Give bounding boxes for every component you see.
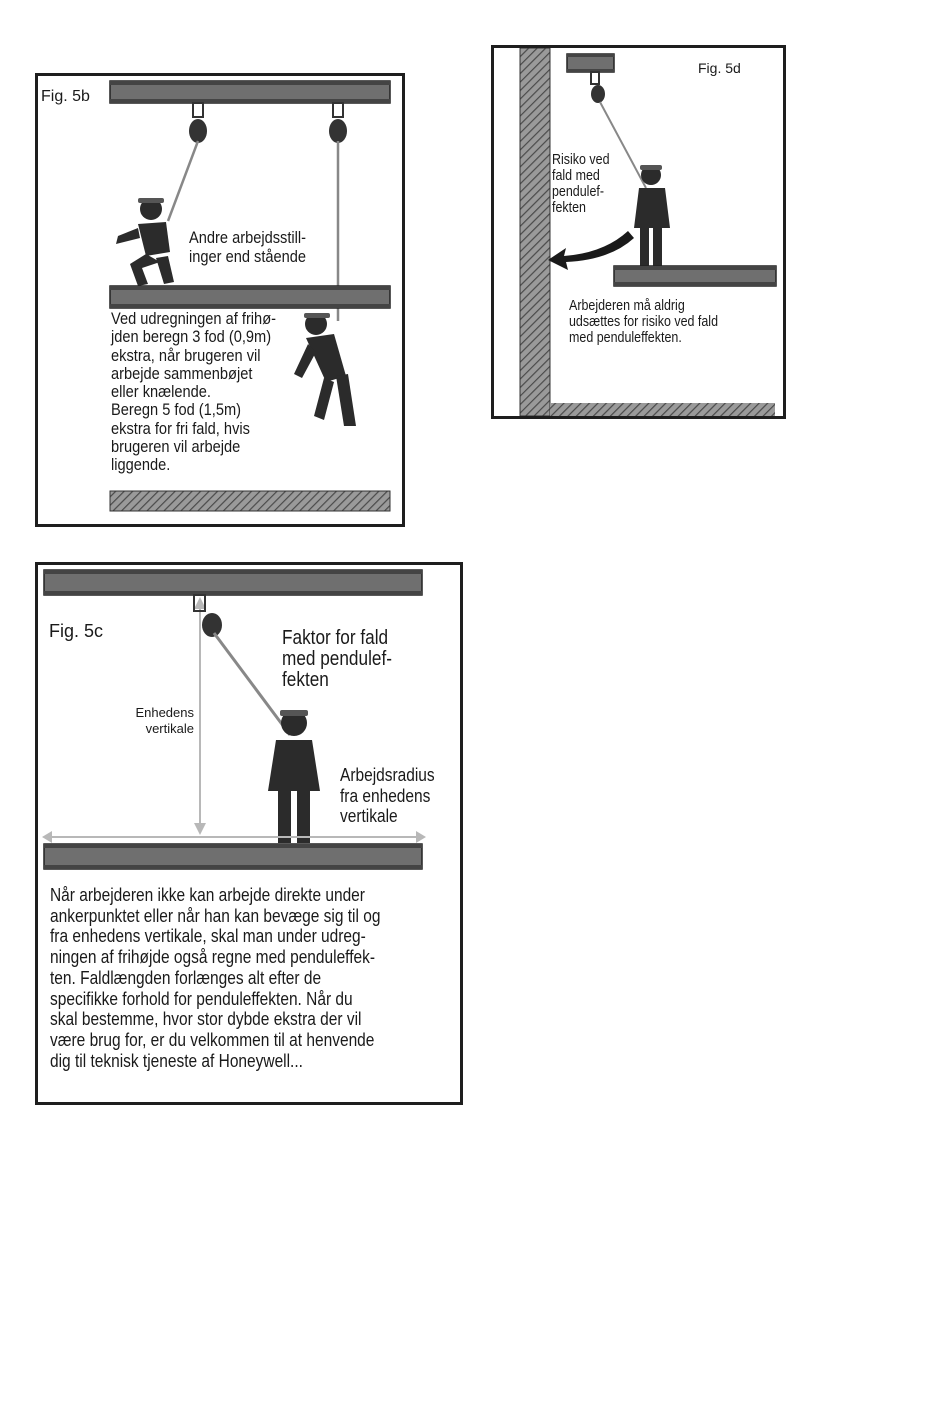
figure-5c-panel: [35, 562, 463, 1105]
wall-hatch: [520, 48, 550, 416]
suspended-worker-icon: [294, 313, 356, 426]
lifeline: [214, 633, 290, 735]
risk-caption: Risiko ved fald med pendulef- fekten: [552, 152, 610, 216]
figure-5d-panel: [491, 45, 786, 419]
crouching-worker-icon: [116, 198, 174, 286]
self-retracting-device-icon: [591, 72, 605, 103]
standing-worker-icon: [634, 165, 670, 268]
self-retracting-device-icon: [329, 103, 347, 143]
lifeline: [168, 141, 198, 221]
warning-caption: Arbejderen må aldrig udsættes for risiko ved fald med penduleffekten.: [569, 298, 719, 346]
figure-label: Fig. 5b: [41, 88, 90, 105]
posture-caption: Andre arbejdsstill- inger end stående: [189, 228, 307, 266]
standing-worker-icon: [268, 710, 320, 843]
vertical-caption: Enhedens vertikale: [135, 705, 194, 736]
ground-hatch: [550, 403, 775, 416]
clearance-instructions: Ved udregningen af frihø- jden beregn 3 fod (0,9m) ekstra, når brugeren vil arbejde sammenbøjet eller knælende. Beregn 5 fod (1,5m) ekstra for fri fald, hvis brugeren vil arbejde liggende.: [111, 309, 276, 475]
figure-5d-illustration: [494, 48, 783, 416]
ground-hatch: [110, 491, 390, 511]
anchor-beam: [110, 81, 390, 103]
anchor-beam: [44, 570, 422, 595]
pendulum-factor-caption: Faktor for fald med pendulef- fekten: [282, 627, 392, 691]
figure-label: Fig. 5c: [49, 621, 104, 641]
device-vertical-arrow: [194, 597, 206, 835]
pendulum-instructions: Når arbejderen ikke kan arbejde direkte under ankerpunktet eller når han kan bevæge sig til og fra enhedens vertikale, skal man under udreg- ningen af frihøjde også regne med penduleffek- ten. Faldlængden forlænges alt efter de specifikke forhold for penduleffekten. Når du skal bestemme, hvor stor dybde ekstra der vil være brug for, er du velkommen til at henvende dig til teknisk tjeneste af Honeywell...: [50, 885, 381, 1071]
working-radius-arrow: [42, 831, 426, 843]
anchor-beam: [567, 54, 614, 72]
working-radius-caption: Arbejdsradius fra enhedens vertikale: [340, 765, 435, 826]
figure-5b-panel: [35, 73, 405, 527]
swing-arrow-icon: [548, 231, 634, 270]
work-platform-beam: [44, 844, 422, 869]
self-retracting-device-icon: [189, 103, 207, 143]
work-platform-beam: [614, 266, 776, 286]
work-platform-beam: [110, 286, 390, 308]
figure-label: Fig. 5d: [698, 60, 741, 76]
